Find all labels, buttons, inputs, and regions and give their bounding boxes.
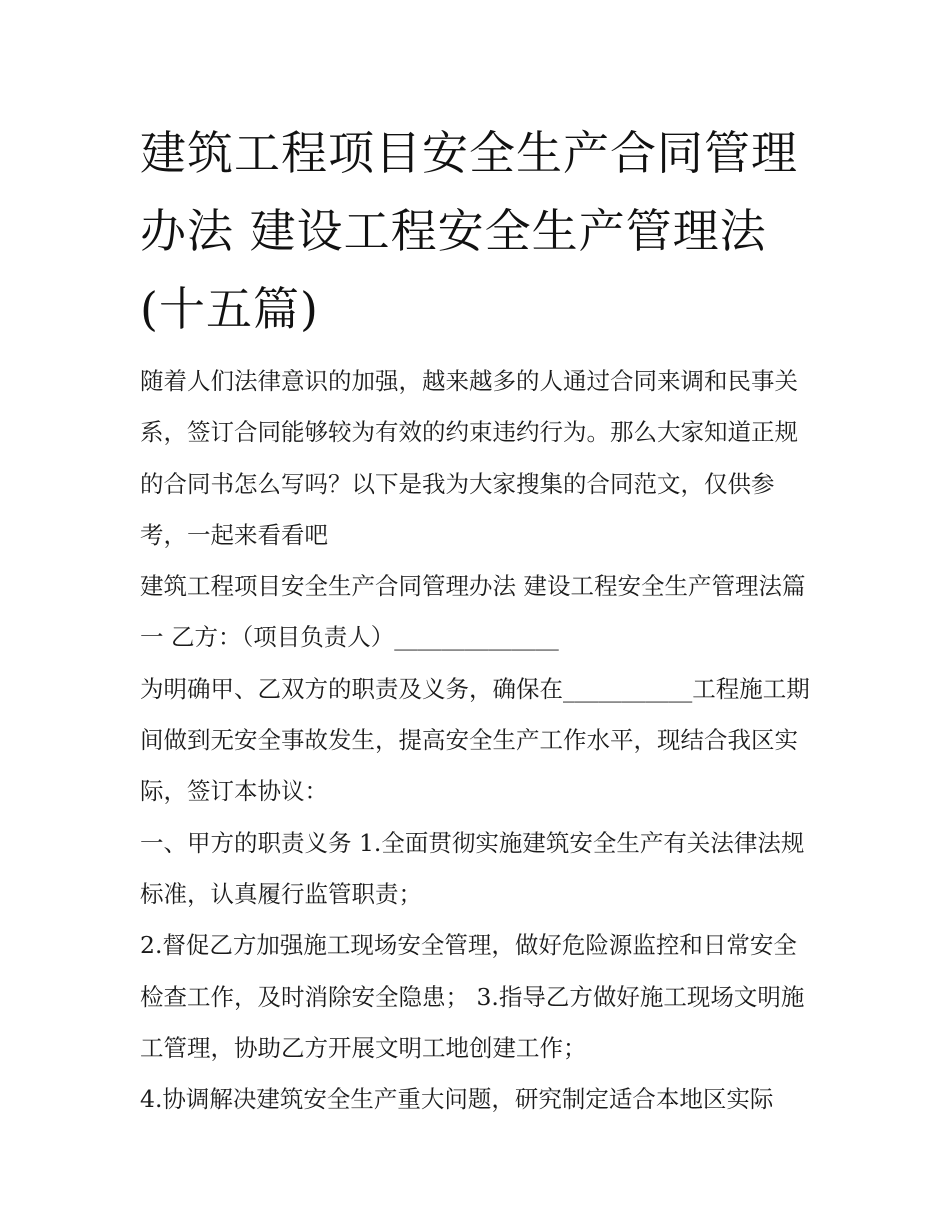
paragraph-duty-1: 一、甲方的职责义务 1.全面贯彻实施建筑安全生产有关法律法规标准，认真履行监管职责； (140, 828, 805, 908)
paragraph-section-heading: 建筑工程项目安全生产合同管理办法 建设工程安全生产管理法篇一 乙方：（项目负责人）______________ (140, 572, 806, 652)
paragraph-purpose: 为明确甲、乙双方的职责及义务，确保在___________工程施工期间做到无安全事故发生，提高安全生产工作水平，现结合我区实际，签订本协议： (140, 674, 810, 806)
document-title: 建筑工程项目安全生产合同管理办法 建设工程安全生产管理法(十五篇) (140, 126, 798, 336)
paragraph-intro: 随着人们法律意识的加强，越来越多的人通过合同来调和民事关系，签订合同能够较为有效的约束违约行为。那么大家知道正规的合同书怎么写吗？以下是我为大家搜集的合同范文，仅供参考，一起来看看吧 (140, 367, 798, 549)
paragraph-duty-2-3: 2.督促乙方加强施工现场安全管理，做好危险源监控和日常安全检查工作，及时消除安全隐患； 3.指导乙方做好施工现场文明施工管理，协助乙方开展文明工地创建工作； (140, 931, 805, 1062)
paragraph-duty-4: 4.协调解决建筑安全生产重大问题，研究制定适合本地区实际 (140, 1085, 774, 1114)
document-body (140, 356, 812, 1125)
